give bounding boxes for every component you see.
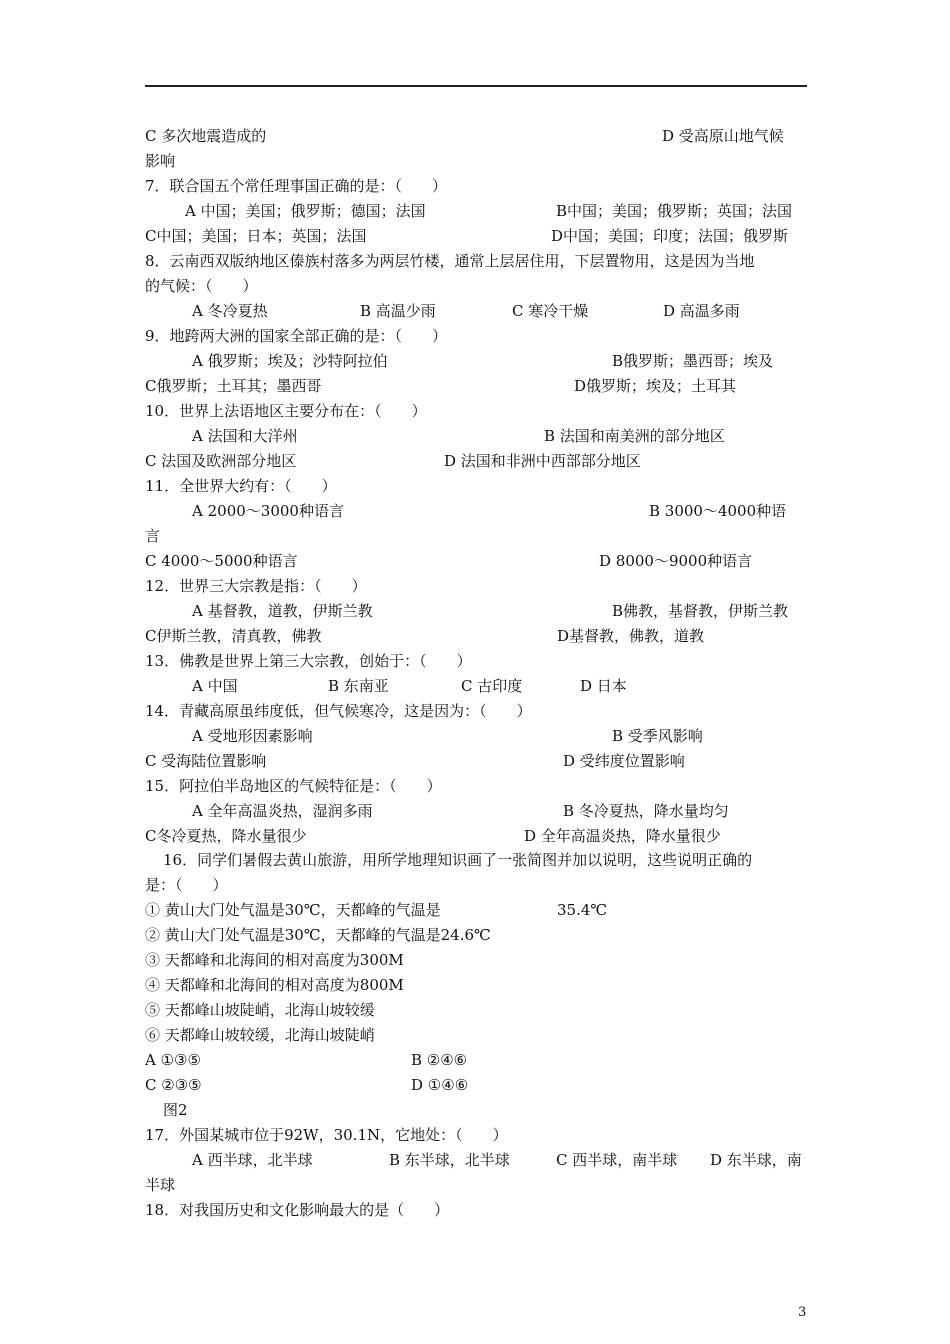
line-text: C 受海陆位置影响 xyxy=(145,752,267,770)
line-text: 9．地跨两大洲的国家全部正确的是：（ ） xyxy=(145,327,448,345)
header-rule xyxy=(145,85,807,87)
line-text: ② 黄山大门处气温是30℃，天都峰的气温是24.6℃ xyxy=(145,926,491,944)
line-text: A 受地形因素影响 xyxy=(192,727,313,745)
line-text: 18．对我国历史和文化影响最大的是（ ） xyxy=(145,1201,450,1219)
line-text: 11．全世界大约有：（ ） xyxy=(145,477,337,495)
option-text: D 日本 xyxy=(580,677,627,695)
line-text: A 法国和大洋州 xyxy=(192,427,298,445)
line-text: C ②③⑤ xyxy=(145,1076,202,1094)
option-text: D基督教，佛教，道教 xyxy=(557,627,705,645)
line-text: A 俄罗斯；埃及；沙特阿拉伯 xyxy=(192,352,388,370)
line-text: C 法国及欧洲部分地区 xyxy=(145,452,297,470)
line-text: 16．同学们暑假去黄山旅游，用所学地理知识画了一张简图并加以说明，这些说明正确的 xyxy=(163,851,753,869)
option-text: D 法国和非洲中西部部分地区 xyxy=(444,452,641,470)
line-text: A 2000～3000种语言 xyxy=(192,502,344,520)
option-text: B佛教，基督教，伊斯兰教 xyxy=(612,602,789,620)
line-text: A ①③⑤ xyxy=(145,1051,201,1069)
line-text: ⑤ 天都峰山坡陡峭，北海山坡较缓 xyxy=(145,1001,375,1019)
option-text: C 西半球，南半球 xyxy=(556,1151,678,1169)
line-text: 言 xyxy=(145,527,161,545)
option-text: B 东半球，北半球 xyxy=(389,1151,510,1169)
line-text: 14．青藏高原虽纬度低，但气候寒冷，这是因为：（ ） xyxy=(145,702,532,720)
line-text: C俄罗斯；土耳其；墨西哥 xyxy=(145,377,322,395)
option-text: B中国；美国；俄罗斯；英国；法国 xyxy=(556,202,793,220)
option-text: B 法国和南美洲的部分地区 xyxy=(544,427,725,445)
line-text: C冬冷夏热，降水量很少 xyxy=(145,827,307,845)
option-text: B 3000～4000种语 xyxy=(649,502,787,520)
line-text: 7．联合国五个常任理事国正确的是：（ ） xyxy=(145,177,448,195)
option-text: D 东半球，南 xyxy=(710,1151,802,1169)
option-text: B 受季风影响 xyxy=(612,727,703,745)
line-text: A 中国；美国；俄罗斯；德国；法国 xyxy=(185,202,426,220)
line-text: C中国；美国；日本；英国；法国 xyxy=(145,227,367,245)
line-text: 12．世界三大宗教是指：（ ） xyxy=(145,577,367,595)
line-text: A 冬冷夏热 xyxy=(192,302,268,320)
option-text: D俄罗斯；埃及；土耳其 xyxy=(574,377,737,395)
option-text: D 受高原山地气候 xyxy=(662,127,784,145)
line-text: ⑥ 天都峰山坡较缓，北海山坡陡峭 xyxy=(145,1026,375,1044)
option-text: D 受纬度位置影响 xyxy=(563,752,685,770)
line-text: A 全年高温炎热，湿润多雨 xyxy=(192,802,373,820)
option-text: B 高温少雨 xyxy=(360,302,436,320)
line-text: A 西半球，北半球 xyxy=(192,1151,313,1169)
option-text: C 古印度 xyxy=(461,677,523,695)
line-text: C 多次地震造成的 xyxy=(145,127,267,145)
line-text: C 4000～5000种语言 xyxy=(145,552,298,570)
line-text: 15．阿拉伯半岛地区的气候特征是：（ ） xyxy=(145,777,442,795)
line-text: 半球 xyxy=(145,1176,176,1194)
option-text: D 全年高温炎热，降水量很少 xyxy=(524,827,721,845)
option-text: B 冬冷夏热，降水量均匀 xyxy=(563,802,729,820)
line-text: 17．外国某城市位于92W，30.1N，它地处：（ ） xyxy=(145,1126,508,1144)
line-text: C伊斯兰教，清真教，佛教 xyxy=(145,627,322,645)
line-text: A 基督教，道教，伊斯兰教 xyxy=(192,602,373,620)
option-text: B ②④⑥ xyxy=(411,1051,468,1069)
option-text: C 寒冷干燥 xyxy=(512,302,589,320)
option-text: 35.4℃ xyxy=(557,901,608,919)
option-text: D ①④⑥ xyxy=(411,1076,469,1094)
line-text: ① 黄山大门处气温是30℃，天都峰的气温是 xyxy=(145,901,441,919)
option-text: D 高温多雨 xyxy=(663,302,740,320)
option-text: B俄罗斯；墨西哥；埃及 xyxy=(612,352,774,370)
option-text: B 东南亚 xyxy=(328,677,389,695)
page-number: 3 xyxy=(798,1305,807,1320)
option-text: D 8000～9000种语言 xyxy=(599,552,753,570)
line-text: ③ 天都峰和北海间的相对高度为300M xyxy=(145,951,404,969)
line-text: A 中国 xyxy=(192,677,238,695)
line-text: 8．云南西双版纳地区傣族村落多为两层竹楼，通常上层居住用，下层置物用，这是因为当地 xyxy=(145,252,755,270)
line-text: 的气候：（ ） xyxy=(145,277,258,295)
line-text: 10．世界上法语地区主要分布在：（ ） xyxy=(145,402,427,420)
line-text: 图2 xyxy=(163,1101,188,1119)
option-text: D中国；美国；印度；法国；俄罗斯 xyxy=(551,227,789,245)
line-text: 是：（ ） xyxy=(145,876,228,894)
line-text: 13．佛教是世界上第三大宗教，创始于：（ ） xyxy=(145,652,472,670)
line-text: 影响 xyxy=(145,152,176,170)
line-text: ④ 天都峰和北海间的相对高度为800M xyxy=(145,976,404,994)
